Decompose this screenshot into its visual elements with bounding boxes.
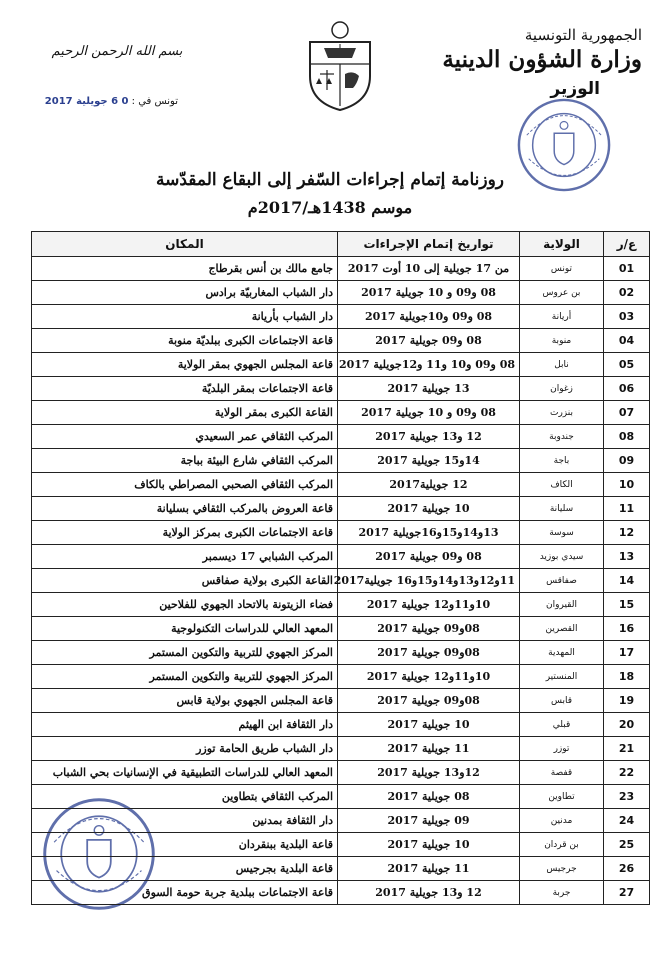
row-dates: 11 جويلية 2017 [338, 857, 520, 881]
date-prefix: تونس في : [131, 96, 178, 107]
row-dates: 08و09 جويلية 2017 [338, 641, 520, 665]
row-dates: 10و11و12 جويلية 2017 [338, 593, 520, 617]
row-number: 09 [604, 449, 650, 473]
row-dates: 13و14و15و16جويلية 2017 [338, 521, 520, 545]
table-header-row [32, 232, 650, 257]
row-governorate: الكاف [520, 473, 604, 497]
row-number: 05 [604, 353, 650, 377]
row-place: القاعة الكبرى بمقر الولاية [32, 401, 338, 425]
row-place: قاعة الاجتماعات بمقر البلديّة [32, 377, 338, 401]
column-header-dates: تواريخ إتمام الإجراءات [338, 232, 520, 257]
row-number: 19 [604, 689, 650, 713]
row-number: 22 [604, 761, 650, 785]
row-number: 17 [604, 641, 650, 665]
row-dates: 10و11و12 جويلية 2017 [338, 665, 520, 689]
table-row [32, 329, 650, 353]
table-row [32, 521, 650, 545]
row-number: 21 [604, 737, 650, 761]
table-row [32, 473, 650, 497]
row-governorate: قبلي [520, 713, 604, 737]
row-number: 13 [604, 545, 650, 569]
row-dates: من 17 جويلية إلى 10 أوت 2017 [338, 257, 520, 281]
row-place: دار الثقافة بمدنين [32, 809, 338, 833]
row-place: دار الشباب بأريانة [32, 305, 338, 329]
table-row [32, 665, 650, 689]
row-number: 27 [604, 881, 650, 905]
row-place: المعهد العالي للدراسات التطبيقية في الإنسانيات بحي الشباب [32, 761, 338, 785]
row-governorate: بن قردان [520, 833, 604, 857]
row-place: قاعة البلدية ببنقردان [32, 833, 338, 857]
row-governorate: منوبة [520, 329, 604, 353]
row-dates: 14و15 جويلية 2017 [338, 449, 520, 473]
coat-of-arms-emblem [300, 18, 380, 114]
row-governorate: سليانة [520, 497, 604, 521]
row-dates: 08 و09 جويلية 2017 [338, 545, 520, 569]
row-place: قاعة البلدية بجرجيس [32, 857, 338, 881]
row-governorate: سيدي بوزيد [520, 545, 604, 569]
row-number: 06 [604, 377, 650, 401]
row-dates: 10 جويلية 2017 [338, 497, 520, 521]
table-row [32, 353, 650, 377]
row-place: فضاء الزيتونة بالاتحاد الجهوي للفلاحين [32, 593, 338, 617]
schedule-table [31, 231, 650, 905]
minister-title: الوزير [550, 79, 600, 99]
row-dates: 08 جويلية 2017 [338, 785, 520, 809]
row-dates: 12 و13 جويلية 2017 [338, 881, 520, 905]
date-line [38, 96, 178, 107]
row-number: 07 [604, 401, 650, 425]
row-governorate: تطاوين [520, 785, 604, 809]
row-dates: 08 و09 جويلية 2017 [338, 329, 520, 353]
table-row [32, 737, 650, 761]
document-subtitle: موسم 1438هـ/2017م [247, 198, 413, 217]
row-dates: 12 جويلية2017 [338, 473, 520, 497]
row-number: 12 [604, 521, 650, 545]
row-number: 26 [604, 857, 650, 881]
row-governorate: صفاقس [520, 569, 604, 593]
table-row [32, 401, 650, 425]
row-number: 11 [604, 497, 650, 521]
row-place: دار الشباب المغاربيّة برادس [32, 281, 338, 305]
table-row [32, 833, 650, 857]
row-governorate: زغوان [520, 377, 604, 401]
row-place: قاعة المجلس الجهوي بولاية قابس [32, 689, 338, 713]
row-place: المركز الجهوي للتربية والتكوين المستمر [32, 641, 338, 665]
row-number: 03 [604, 305, 650, 329]
column-header-number: ع/ر [604, 232, 650, 257]
row-dates: 11و12و13و14و15و16 جويلية2017 [338, 569, 520, 593]
date-stamp: 0 6 جويلية 2017 [44, 96, 129, 107]
row-place: المركب الثقافي شارع البيئة بباجة [32, 449, 338, 473]
row-governorate: قفصة [520, 761, 604, 785]
row-number: 02 [604, 281, 650, 305]
table-row [32, 689, 650, 713]
row-dates: 08 و09 و10 و11 و12جويلية 2017 [338, 353, 520, 377]
document-title: روزنامة إتمام إجراءات السّفر إلى البقاع المقدّسة [155, 170, 504, 190]
row-dates: 08 و09 و 10 جويلية 2017 [338, 401, 520, 425]
row-dates: 10 جويلية 2017 [338, 713, 520, 737]
row-number: 15 [604, 593, 650, 617]
row-place: المركب الثقافي عمر السعيدي [32, 425, 338, 449]
row-governorate: قابس [520, 689, 604, 713]
column-header-governorate: الولاية [520, 232, 604, 257]
table-row [32, 449, 650, 473]
row-place: دار الشباب طريق الحامة توزر [32, 737, 338, 761]
row-governorate: سوسة [520, 521, 604, 545]
table-row [32, 761, 650, 785]
row-place: المعهد العالي للدراسات التكنولوجية [32, 617, 338, 641]
row-place: المركب الثقافي الصحبي المصراطي بالكاف [32, 473, 338, 497]
row-place: المركب الثقافي بتطاوين [32, 785, 338, 809]
row-place: المركب الشبابي 17 ديسمبر [32, 545, 338, 569]
row-number: 23 [604, 785, 650, 809]
row-number: 24 [604, 809, 650, 833]
row-number: 20 [604, 713, 650, 737]
basmala: بسم الله الرحمن الرحيم [51, 44, 183, 59]
row-place: قاعة الاجتماعات ببلدية جربة حومة السوق [32, 881, 338, 905]
row-place: قاعة الاجتماعات الكبرى ببلديّة منوبة [32, 329, 338, 353]
table-row [32, 377, 650, 401]
row-dates: 08و09 جويلية 2017 [338, 689, 520, 713]
row-governorate: جرجيس [520, 857, 604, 881]
table-row [32, 593, 650, 617]
row-number: 10 [604, 473, 650, 497]
table-row [32, 713, 650, 737]
row-governorate: المهدية [520, 641, 604, 665]
republic-name: الجمهورية التونسية [524, 26, 642, 44]
table-row [32, 569, 650, 593]
table-row [32, 881, 650, 905]
row-number: 08 [604, 425, 650, 449]
row-governorate: توزر [520, 737, 604, 761]
row-governorate: بن عروس [520, 281, 604, 305]
row-dates: 08 و09 و10جويلية 2017 [338, 305, 520, 329]
table-row [32, 809, 650, 833]
ministry-name: وزارة الشؤون الدينية [442, 46, 642, 73]
row-governorate: جربة [520, 881, 604, 905]
row-governorate: القيروان [520, 593, 604, 617]
row-governorate: أريانة [520, 305, 604, 329]
row-governorate: المنستير [520, 665, 604, 689]
row-dates: 13 جويلية 2017 [338, 377, 520, 401]
row-number: 01 [604, 257, 650, 281]
table-row [32, 617, 650, 641]
row-governorate: القصرين [520, 617, 604, 641]
row-place: جامع مالك بن أنس بقرطاج [32, 257, 338, 281]
row-dates: 09 جويلية 2017 [338, 809, 520, 833]
table-row [32, 785, 650, 809]
row-place: قاعة المجلس الجهوي بمقر الولاية [32, 353, 338, 377]
column-header-place: المكان [32, 232, 338, 257]
table-row [32, 641, 650, 665]
table-row [32, 257, 650, 281]
table-row [32, 497, 650, 521]
table-row [32, 857, 650, 881]
row-governorate: باجة [520, 449, 604, 473]
row-place: المركز الجهوي للتربية والتكوين المستمر [32, 665, 338, 689]
row-governorate: بنزرت [520, 401, 604, 425]
row-place: دار الثقافة ابن الهيثم [32, 713, 338, 737]
row-dates: 12 و13 جويلية 2017 [338, 425, 520, 449]
table-row [32, 545, 650, 569]
row-dates: 12و13 جويلية 2017 [338, 761, 520, 785]
row-dates: 08 و09 و 10 جويلية 2017 [338, 281, 520, 305]
row-number: 04 [604, 329, 650, 353]
row-number: 16 [604, 617, 650, 641]
row-dates: 11 جويلية 2017 [338, 737, 520, 761]
row-number: 14 [604, 569, 650, 593]
row-dates: 10 جويلية 2017 [338, 833, 520, 857]
row-governorate: مدنين [520, 809, 604, 833]
row-governorate: تونس [520, 257, 604, 281]
row-number: 25 [604, 833, 650, 857]
row-governorate: جندوبة [520, 425, 604, 449]
row-dates: 08و09 جويلية 2017 [338, 617, 520, 641]
ministry-header [442, 26, 642, 99]
table-row [32, 425, 650, 449]
row-place: قاعة العروض بالمركب الثقافي بسليانة [32, 497, 338, 521]
table-row [32, 281, 650, 305]
table-row [32, 305, 650, 329]
row-governorate: نابل [520, 353, 604, 377]
row-place: قاعة الاجتماعات الكبرى بمركز الولاية [32, 521, 338, 545]
row-number: 18 [604, 665, 650, 689]
row-place: القاعة الكبرى بولاية صفاقس [32, 569, 338, 593]
